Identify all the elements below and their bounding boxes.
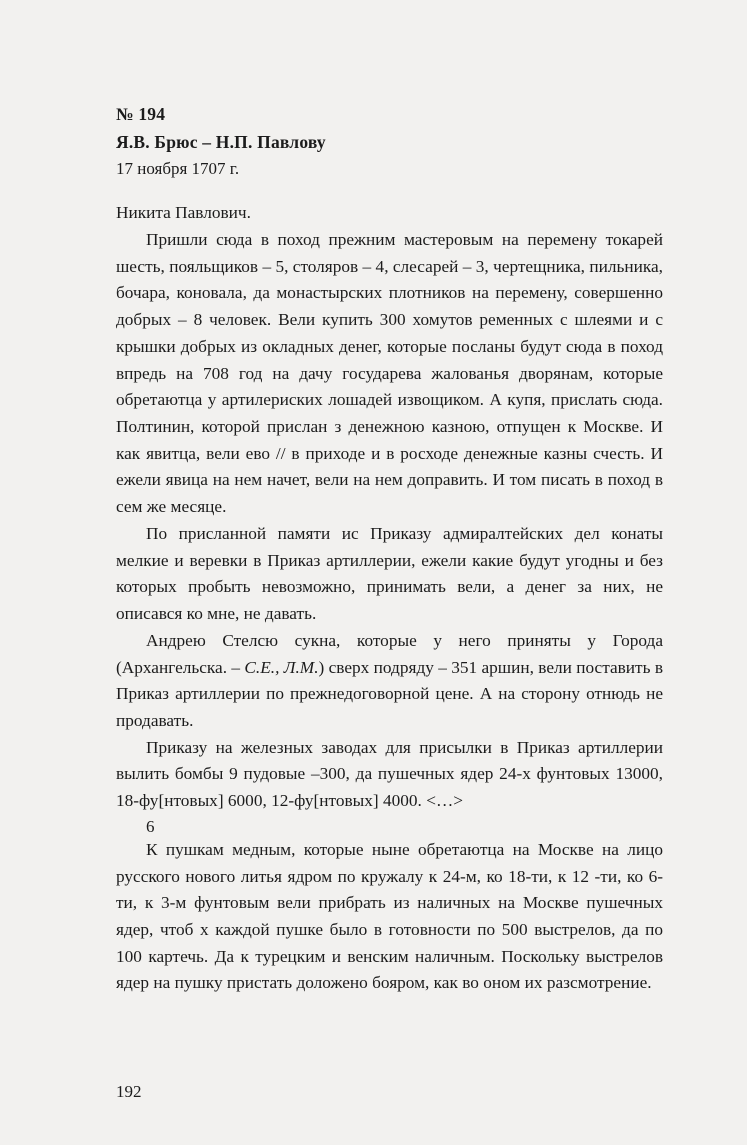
salutation: Никита Павлович. bbox=[116, 203, 251, 222]
paragraph-1: Пришли сюда в поход прежним мастеровым на перемену токарей шесть, пояльщиков – 5, столяров – 4, слесарей – 3, чертещника, пильника, бочара, коновала, да монастырских плотников на перемену, совершенно добрых – 8 человек. Вели купить 300 хомутов ременных с шлеями и с крышки добрых из окладных денег, которые посланы будут сюда в поход впредь на 708 год на дачу государева жалованья дворянам, которые обретаютца у артилериских лошадей извощиком. А купя, прислать сюда. Полтинин, которой прислан з денежною казною, отпущен к Москве. И как явитца, вели ево // в приходе и в росходе денежные казны счесть. И ежели явица на нем начет, вели на нем доправить. И том писать в поход в сем же месяце. bbox=[116, 230, 663, 517]
paragraph-andrey-part2: ) сверх подряду – 351 аршин, вели поставить в Приказ артиллерии по прежнедоговорной цене. А на сторону отнюдь не продавать. bbox=[116, 657, 663, 730]
page-number: 192 bbox=[116, 1082, 142, 1101]
document-title: Я.В. Брюс – Н.П. Павлову bbox=[116, 132, 326, 152]
paragraph-andrey-attribution: С.Е., Л.М. bbox=[244, 657, 319, 677]
paragraph-2: По присланной памяти ис Приказу адмиралтейских дел конаты мелкие и веревки в Приказ артиллерии, ежели какие будут угодны и без которых пробыть невозможно, принимать вели, а денег за них, не описався ко мне, не давать. bbox=[116, 523, 663, 624]
paragraph-3: Приказу на железных заводах для присылки в Приказ артиллерии вылить бомбы 9 пудовые –300, да пушечных ядер 24-х фунтовых 13000, 18-фу[нтовых] 6000, 12-фу[нтовых] 4000. <…> bbox=[116, 737, 663, 811]
paragraph-andrey-part1: Андрею Стелсю сукна, которые у него приняты у Города (Архангельска. – bbox=[116, 630, 663, 677]
document-number: № 194 bbox=[116, 104, 166, 124]
note-number: 6 bbox=[146, 816, 155, 836]
document-date: 17 ноября 1707 г. bbox=[116, 159, 240, 178]
paragraph-4: К пушкам медным, которые ныне обретаютца на Москве на лицо русского нового литья ядром по кружалу к 24-м, ко 18-ти, к 12 -ти, ко 6-ти, к 3-м фунтовым вели прибрать из наличных на Москве пушечных ядер, чтоб х каждой пушке было в готовности по 500 выстрелов, да по 100 картечь. Да к турецким и венским наличным. Поскольку выстрелов ядер на пушку пристать доложено бояром, как во оном их разсмотрение. bbox=[116, 839, 663, 993]
paragraph-andrey bbox=[116, 628, 663, 735]
